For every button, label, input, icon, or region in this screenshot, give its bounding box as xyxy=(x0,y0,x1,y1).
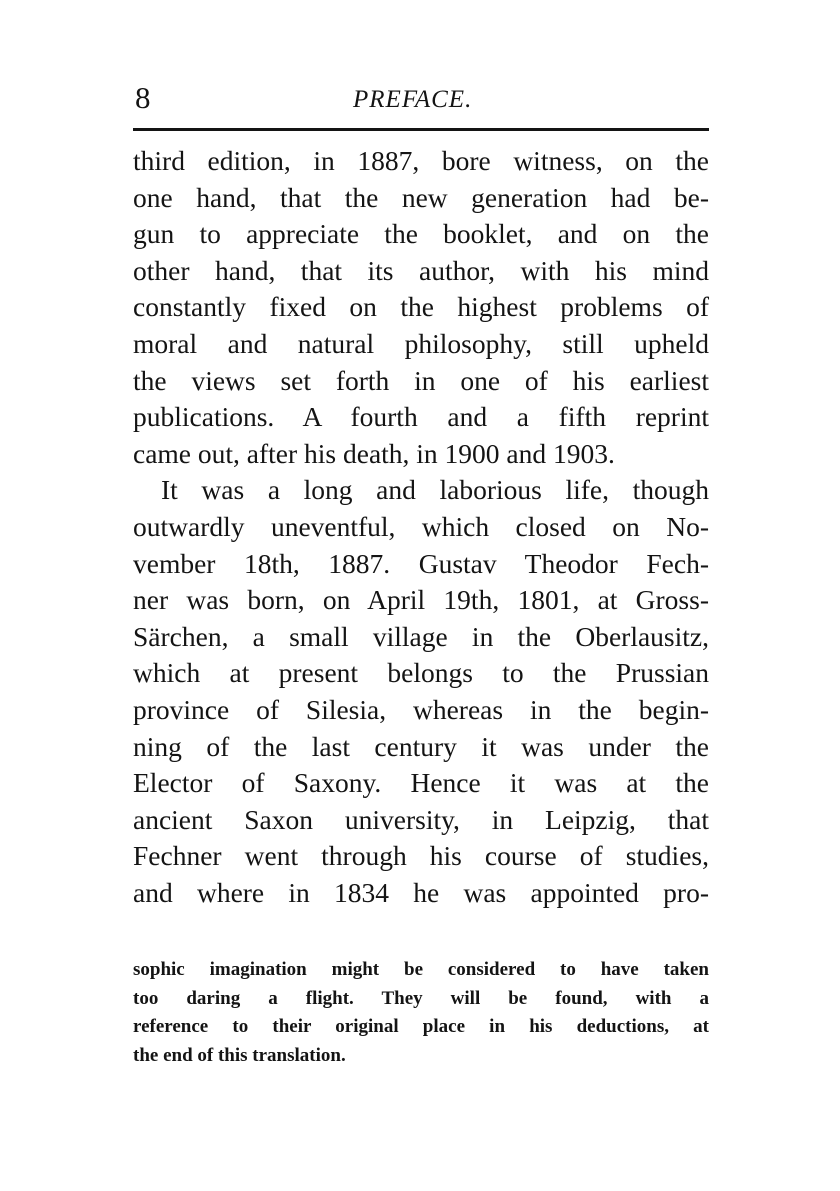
page-header xyxy=(133,76,709,120)
text-line: one hand, that the new generation had be- xyxy=(133,181,709,213)
text-line: the views set forth in one of his earliest xyxy=(133,364,709,396)
text-line: ning of the last century it was under the xyxy=(133,730,709,762)
body-text xyxy=(133,143,709,911)
footnote-line: the end of this translation. xyxy=(133,1044,346,1066)
text-line: which at present belongs to the Prussian xyxy=(133,657,709,689)
running-title: PREFACE. xyxy=(353,86,473,113)
text-line: third edition, in 1887, bore witness, on the xyxy=(133,145,709,176)
text-line: gun to appreciate the booklet, and on the xyxy=(133,218,709,250)
text-line: ancient Saxon university, in Leipzig, that xyxy=(133,803,709,835)
text-line: vember 18th, 1887. Gustav Theodor Fech- xyxy=(133,547,709,579)
header-rule xyxy=(133,128,709,131)
text-line: province of Silesia, whereas in the begin- xyxy=(133,693,709,725)
footnote-line: sophic imagination might be considered to have taken xyxy=(133,959,709,980)
text-line: and where in 1834 he was appointed pro- xyxy=(133,876,709,908)
footnote xyxy=(133,956,709,1070)
text-line: moral and natural philosophy, still upheld xyxy=(133,327,709,359)
text-line: other hand, that its author, with his mind xyxy=(133,254,709,286)
text-line: It was a long and laborious life, though xyxy=(161,474,709,506)
footnote-line: too daring a flight. They will be found, with a xyxy=(133,987,709,1009)
text-line: publications. A fourth and a fifth reprint xyxy=(133,401,709,433)
text-line: Fechner went through his course of studies, xyxy=(133,840,709,872)
text-line: constantly fixed on the highest problems of xyxy=(133,291,709,323)
footnote-line: reference to their original place in his deductions, at xyxy=(133,1016,709,1037)
page-number: 8 xyxy=(135,80,151,115)
text-line: ner was born, on April 19th, 1801, at Gross- xyxy=(133,584,709,616)
text-line: Särchen, a small village in the Oberlausitz, xyxy=(133,620,709,652)
text-line: outwardly uneventful, which closed on No- xyxy=(133,510,709,542)
text-line: came out, after his death, in 1900 and 1903. xyxy=(133,437,615,469)
text-line: Elector of Saxony. Hence it was at the xyxy=(133,767,709,799)
